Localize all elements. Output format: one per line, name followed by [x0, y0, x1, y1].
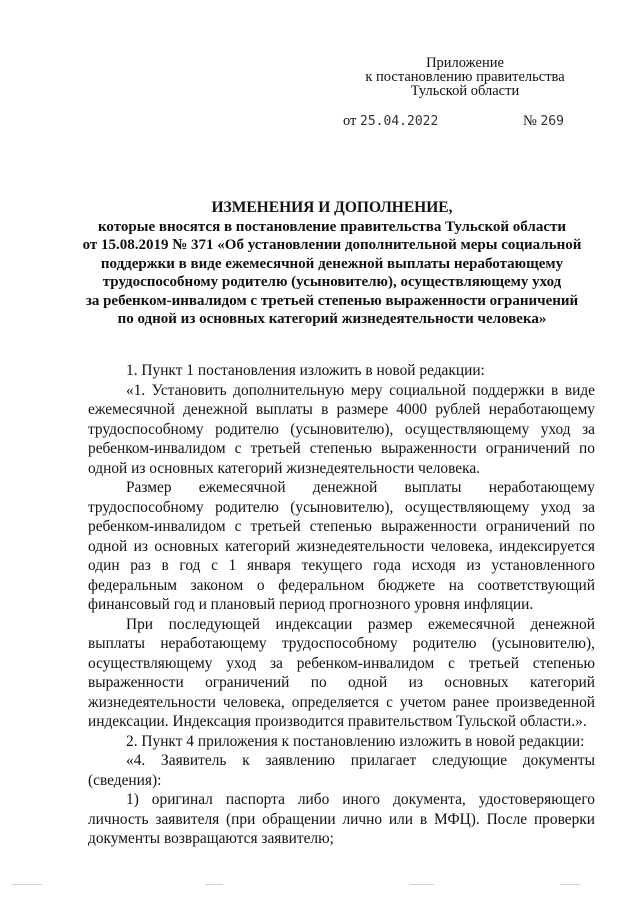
title-line: которые вносятся в постановление правительства Тульской области [97, 218, 567, 235]
document-date-number [343, 113, 564, 130]
body-paragraph: 1. Пункт 1 постановления изложить в новой редакции: [126, 362, 485, 379]
date-prefix: от [343, 113, 357, 129]
body-paragraph: 2. Пункт 4 приложения к постановлению изложить в новой редакции: [126, 732, 585, 750]
document-title [78, 199, 586, 329]
title-line: за ребенком-инвалидом с третьей степенью выраженности ограничений [85, 292, 579, 309]
document-body [88, 361, 595, 849]
scan-artifact [410, 884, 434, 885]
document-date: 25.04.2022 [360, 114, 439, 129]
body-paragraph: При последующей индексации размер ежемесячной денежной выплаты неработающему трудоспособному родителю (усыновителю), осуществляющему уход за ребенком-инвалидом с третьей степенью выраженности ограничений по одной из основных категорий жизнедеятельности человека, определяется с учетом ранее произведенной индексации. Индексация производится правительством Тульской области.». [88, 615, 595, 730]
document-number: 269 [540, 114, 564, 129]
scan-artifact [560, 884, 580, 885]
appendix-header-line: к постановлению правительства [365, 69, 565, 85]
appendix-header-line: Тульской области [410, 83, 520, 99]
scan-artifact [205, 884, 223, 885]
scan-artifact [12, 884, 42, 885]
body-paragraph: «1. Установить дополнительную меру социальной поддержки в виде ежемесячной денежной выплаты в размере 4000 рублей неработающему трудоспособному родителю (усыновителю), осуществляющему уход за ребенком-инвалидом с третьей степенью выраженности ограничений по одной из основных категорий жизнедеятельности человека. [88, 381, 595, 477]
appendix-header [340, 56, 590, 98]
document-number-group [523, 113, 564, 130]
body-paragraph: 1) оригинал паспорта либо иного документа, удостоверяющего личность заявителя (при обращении лично или в МФЦ). После проверки документы возвращаются заявителю; [88, 791, 595, 847]
title-line: поддержки в виде ежемесячной денежной выплаты неработающему [100, 255, 564, 272]
title-line: трудоспособному родителю (усыновителю), осуществляющему уход [102, 274, 562, 290]
appendix-header-line: Приложение [426, 55, 504, 71]
title-line: по одной из основных категорий жизнедеятельности человека» [117, 311, 547, 327]
title-line: от 15.08.2019 № 371 «Об установлении дополнительной меры социальной [82, 237, 582, 253]
body-paragraph: Размер ежемесячной денежной выплаты неработающему трудоспособному родителю (усыновителю), осуществляющему уход за ребенком-инвалидом с третьей степенью выраженности ограничений по одной из основных категорий жизнедеятельности человека, индексируется один раз в год с 1 января текущего года исходя из установленного федеральным законом о федеральном бюджете на соответствующий финансовый год и плановый период прогнозного уровня инфляции. [88, 479, 595, 613]
body-paragraph: «4. Заявитель к заявлению прилагает следующие документы (сведения): [88, 752, 595, 789]
number-sign: № [523, 113, 537, 129]
title-main: ИЗМЕНЕНИЯ И ДОПОЛНЕНИЕ, [211, 199, 453, 216]
